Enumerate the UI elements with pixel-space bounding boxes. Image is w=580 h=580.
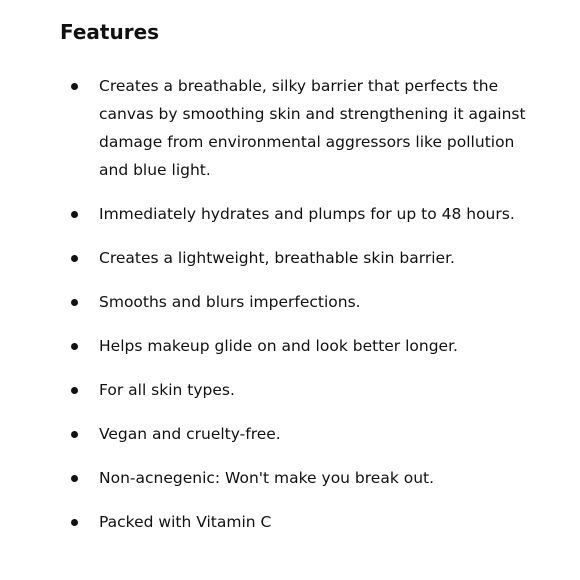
- feature-item: [60, 464, 540, 492]
- bullet-icon: [71, 387, 78, 394]
- feature-text: Helps makeup glide on and look better longer.: [99, 337, 458, 355]
- feature-item: [60, 72, 540, 184]
- bullet-icon: [71, 343, 78, 350]
- section-heading: Features: [60, 20, 160, 44]
- feature-item: [60, 288, 540, 316]
- feature-item: [60, 508, 540, 536]
- feature-text: Vegan and cruelty-free.: [99, 425, 281, 443]
- feature-text: Non-acnegenic: Won't make you break out.: [99, 469, 435, 487]
- feature-text: Creates a lightweight, breathable skin barrier.: [99, 249, 455, 267]
- bullet-icon: [71, 299, 78, 306]
- feature-item: [60, 420, 540, 448]
- feature-item: [60, 200, 540, 228]
- feature-text: Smooths and blurs imperfections.: [99, 293, 361, 311]
- bullet-icon: [71, 211, 78, 218]
- bullet-icon: [71, 475, 78, 482]
- feature-text: Packed with Vitamin C: [99, 513, 272, 531]
- bullet-icon: [71, 83, 78, 90]
- feature-item: [60, 332, 540, 360]
- feature-item: [60, 376, 540, 404]
- feature-item: [60, 244, 540, 272]
- bullet-icon: [71, 519, 78, 526]
- features-list: [60, 72, 540, 536]
- bullet-icon: [71, 255, 78, 262]
- feature-text: For all skin types.: [99, 381, 235, 399]
- feature-text: Creates a breathable, silky barrier that perfects the canvas by smoothing skin and strengthening it against damage from environmental aggressors like pollution and blue light.: [99, 77, 526, 179]
- feature-text: Immediately hydrates and plumps for up to 48 hours.: [99, 205, 515, 223]
- bullet-icon: [71, 431, 78, 438]
